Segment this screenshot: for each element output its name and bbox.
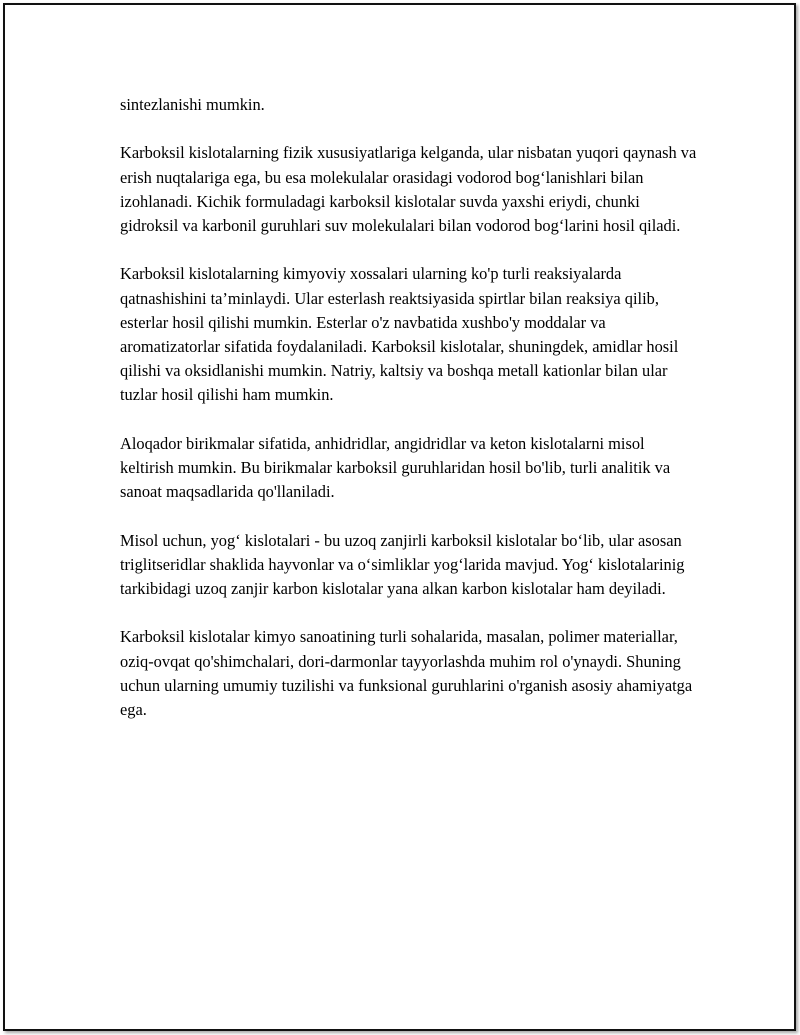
paragraph-physical-properties: Karboksil kislotalarning fizik xususiyatlariga kelganda, ular nisbatan yuqori qaynash va erish nuqtalariga ega, bu esa molekulalar orasidagi vodorod bog‘lanishlari bilan izohlanadi. Kichik formuladagi karboksil kislotalar suvda yaxshi eriydi, chunki gidroksil va karbonil guruhlari suv molekulalari bilan vodorod bog‘larini hosil qiladi. bbox=[120, 143, 697, 235]
paragraph-continuation: sintezlanishi mumkin. bbox=[120, 95, 265, 114]
document-body bbox=[120, 93, 700, 746]
document-page bbox=[3, 3, 796, 1031]
paragraph-industrial-uses: Karboksil kislotalar kimyo sanoatining turli sohalarida, masalan, polimer materiallar, oziq-ovqat qo'shimchalari, dori-darmonlar tayyorlashda muhim rol o'ynaydi. Shuning uchun ularning umumiy tuzilishi va funksional guruhlarini o'rganish asosiy ahamiyatga ega. bbox=[120, 627, 693, 719]
paragraph-chemical-properties: Karboksil kislotalarning kimyoviy xossalari ularning ko'p turli reaksiyalarda qatnashishini ta’minlaydi. Ular esterlash reaktsiyasida spirtlar bilan reaksiya qilib, esterlar hosil qilishi mumkin. Esterlar o'z navbatida xushbo'y moddalar va aromatizatorlar sifatida foydalaniladi. Karboksil kislotalar, shuningdek, amidlar hosil qilishi va oksidlanishi mumkin. Natriy, kaltsiy va boshqa metall kationlar bilan ular tuzlar hosil qilishi ham mumkin. bbox=[120, 264, 679, 405]
paragraph-related-compounds: Aloqador birikmalar sifatida, anhidridlar, angidridlar va keton kislotalarni misol keltirish mumkin. Bu birikmalar karboksil guruhlaridan hosil bo'lib, turli analitik va sanoat maqsadlarida qo'llaniladi. bbox=[120, 433, 671, 502]
paragraph-fatty-acids: Misol uchun, yog‘ kislotalari - bu uzoq zanjirli karboksil kislotalar bo‘lib, ular asosan triglitseridlar shaklida hayvonlar va o‘simliklar yog‘larida mavjud. Yog‘ kislotalarinig tarkibidagi uzoq zanjir karbon kislotalar yana alkan karbon kislotalar ham deyiladi. bbox=[120, 530, 685, 598]
